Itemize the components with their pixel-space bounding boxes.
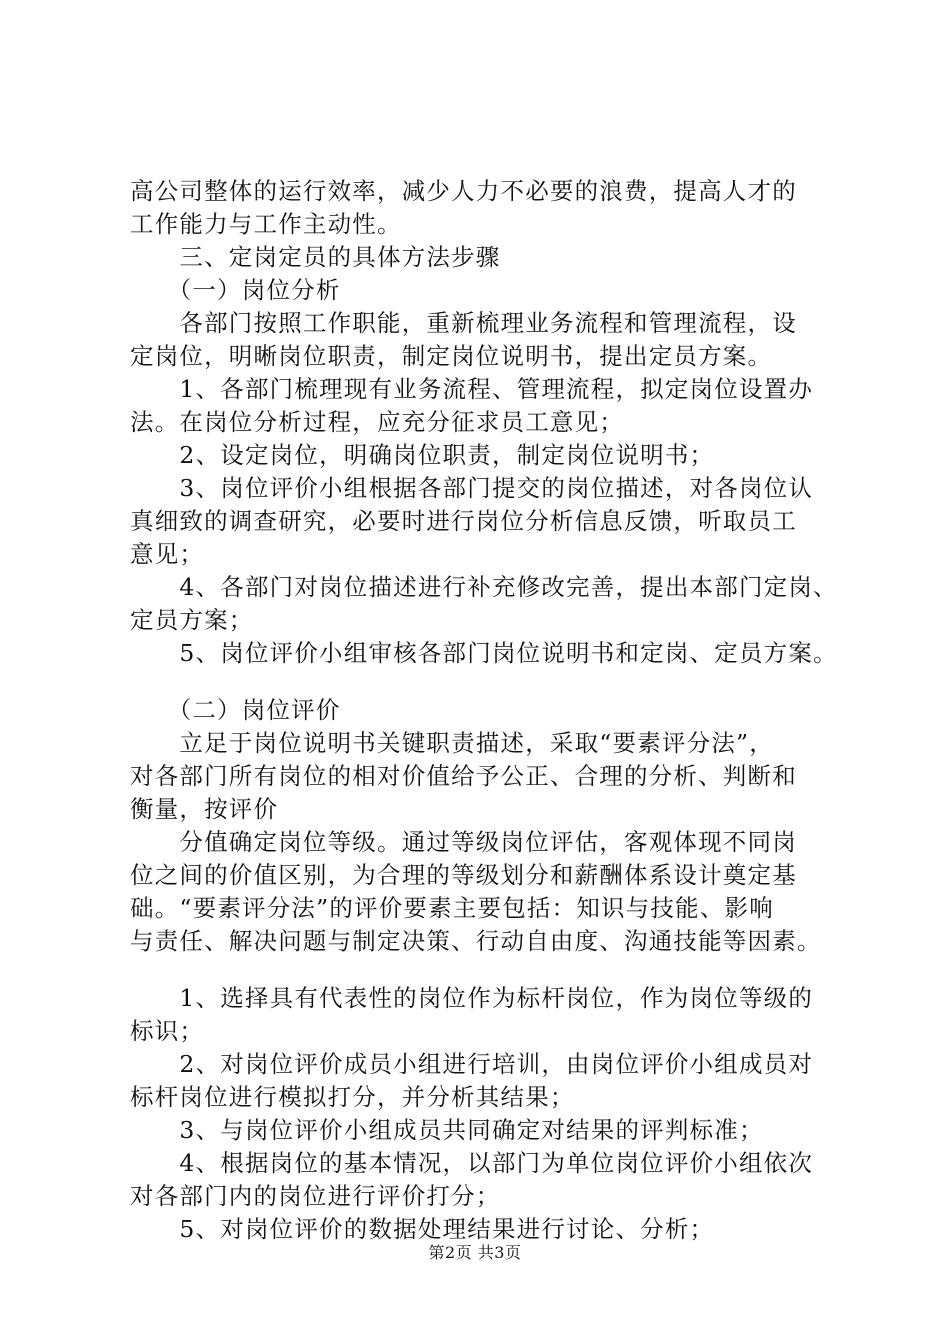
text-line: 标识； (130, 1017, 205, 1045)
document-body (130, 175, 850, 1246)
text-line: 础。“要素评分法”的评价要素主要包括：知识与技能、影响 (130, 894, 774, 922)
text-line: 对各部门内的岗位进行评价打分； (130, 1182, 501, 1210)
paragraph-gap (130, 958, 850, 982)
list-item: 2、对岗位评价成员小组进行培训，由岗位评价小组成员对 (130, 1050, 814, 1078)
list-item: 3、岗位评价小组根据各部门提交的岗位描述，对各岗位认 (130, 474, 814, 502)
list-item: 4、根据岗位的基本情况，以部门为单位岗位评价小组依次 (130, 1149, 814, 1177)
text-line: 工作能力与工作主动性。 (130, 210, 402, 238)
list-item: 3、与岗位评价小组成员共同确定对结果的评判标准； (130, 1116, 764, 1144)
text-line: 各部门按照工作职能，重新梳理业务流程和管理流程，设 (130, 309, 797, 337)
text-line: 意见； (130, 540, 205, 568)
text-line: 衡量，按评价 (130, 795, 279, 823)
text-line: 对各部门所有岗位的相对价值给予公正、合理的分析、判断和 (130, 762, 797, 790)
list-item: 5、对岗位评价的数据处理结果进行讨论、分析； (130, 1215, 715, 1243)
text-line: 与责任、解决问题与制定决策、行动自由度、沟通技能等因素。 (130, 927, 822, 955)
text-line: 位之间的价值区别，为合理的等级划分和薪酬体系设计奠定基 (130, 861, 797, 889)
text-line: 定岗位，明晰岗位职责，制定岗位说明书，提出定员方案。 (130, 342, 773, 370)
paragraph-gap (130, 670, 850, 694)
text-line: 定员方案； (130, 606, 254, 634)
subsection-heading: （一）岗位分析 (130, 276, 341, 304)
text-line: 真细致的调查研究，必要时进行岗位分析信息反馈，听取员工 (130, 507, 797, 535)
list-item: 5、岗位评价小组审核各部门岗位说明书和定岗、定员方案。 (130, 639, 838, 667)
list-item: 4、各部门对岗位描述进行补充修改完善，提出本部门定岗、 (130, 573, 838, 601)
text-line: 分值确定岗位等级。通过等级岗位评估，客观体现不同岗 (130, 828, 797, 856)
list-item: 1、各部门梳理现有业务流程、管理流程，拟定岗位设置办 (130, 375, 814, 403)
subsection-heading: （二）岗位评价 (130, 696, 341, 724)
section-heading: 三、定岗定员的具体方法步骤 (130, 243, 501, 271)
text-line: 法。在岗位分析过程，应充分征求员工意见； (130, 408, 624, 436)
page-number-footer: 第2页 共3页 (428, 1243, 522, 1262)
text-line: 高公司整体的运行效率，减少人力不必要的浪费，提高人才的 (130, 177, 797, 205)
list-item: 2、设定岗位，明确岗位职责，制定岗位说明书； (130, 441, 715, 469)
text-line: 标杆岗位进行模拟打分，并分析其结果； (130, 1083, 575, 1111)
text-line: 立足于岗位说明书关键职责描述，采取“要素评分法”， (130, 729, 774, 757)
list-item: 1、选择具有代表性的岗位作为标杆岗位，作为岗位等级的 (130, 984, 814, 1012)
